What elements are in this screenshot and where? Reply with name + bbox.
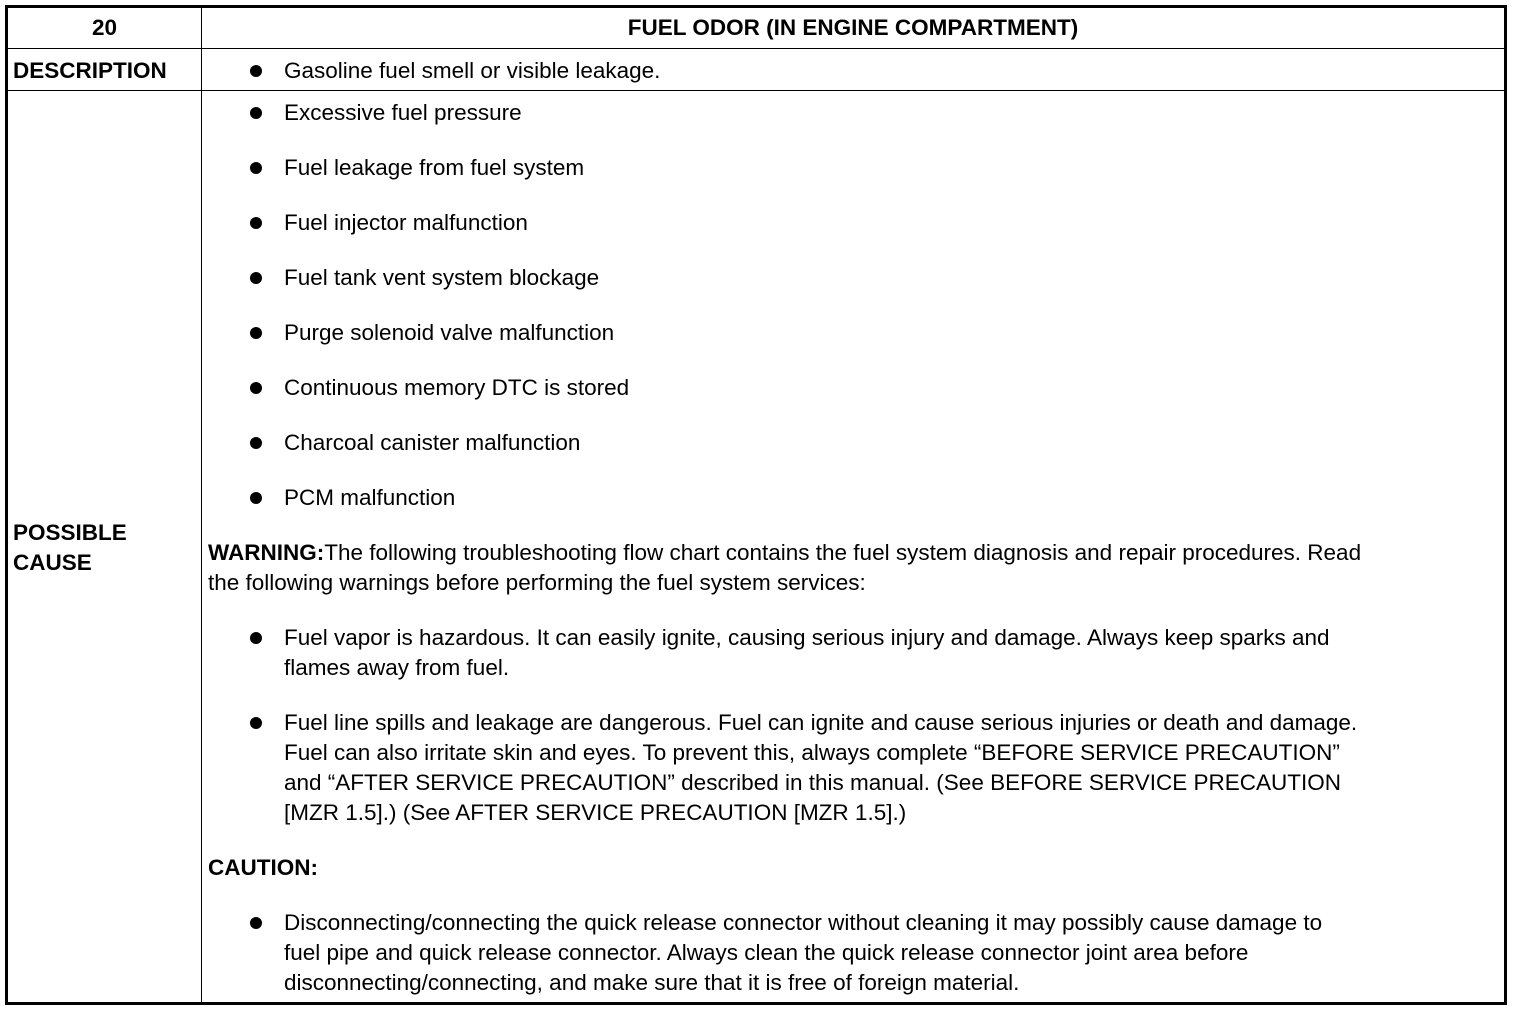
warning-label: WARNING: <box>208 540 325 565</box>
warning-text-line: the following warnings before performing the fuel system services: <box>208 570 866 595</box>
bullet-icon <box>250 65 262 77</box>
possible-cause-label-line1: POSSIBLE <box>13 520 127 545</box>
bullet-icon <box>250 272 262 284</box>
possible-cause-label-line2: CAUSE <box>13 550 92 575</box>
bullet-icon <box>250 437 262 449</box>
bullet-icon <box>250 382 262 394</box>
caution-label: CAUTION: <box>208 855 318 880</box>
column-divider <box>201 8 202 1002</box>
description-label: DESCRIPTION <box>13 58 167 83</box>
warning-text-line: The following troubleshooting flow chart contains the fuel system diagnosis and repair procedures. Read <box>324 540 1362 565</box>
row-divider-description <box>8 90 1504 91</box>
bullet-icon <box>250 492 262 504</box>
bullet-icon <box>250 162 262 174</box>
page-title: FUEL ODOR (IN ENGINE COMPARTMENT) <box>627 15 1079 40</box>
bullet-icon <box>250 327 262 339</box>
procedure-number: 20 <box>91 15 118 40</box>
bullet-icon <box>250 107 262 119</box>
troubleshooting-table: 20 FUEL ODOR (IN ENGINE COMPARTMENT) DESCRIPTION Gasoline fuel smell or visible leakage. POSSIBLE CAUSE Excessive fuel pressure Fuel leakage from fuel system Fuel injector malfunction Fuel tank vent system blockage Purge solenoid valve malfunction Continuous memory DTC is stored Charcoal canister malfunction PCM malfunction WARNING:The following troubleshooting flow chart contains the fuel system diagnosis and repair procedures. Read the following warnings before performing the fuel system services: Fuel vapor is hazardous. It can easily ignite, causing serious injury and damage. Always keep sparks and flames away from fuel. Fuel line spills and leakage are dangerous. Fuel can ignite and cause serious injuries or death and damage. Fuel can also irritate skin and eyes. To prevent this, always complete “BEFORE SERVICE PRECAUTION” and “AFTER SERVICE PRECAUTION” described in this manual. (See BEFORE SERVICE PRECAUTION [MZR 1.5].) (See AFTER SERVICE PRECAUTION [MZR 1.5].) CAUTION: Disconnecting/connecting the quick release connector without cleaning it may possibly cause damage to fuel pipe and quick release connector. Always clean the quick release connector joint area before disconnecting/connecting, and make sure that it is free of foreign material. <box>5 5 1507 1005</box>
bullet-icon <box>250 217 262 229</box>
bullet-icon <box>250 632 262 644</box>
bullet-icon <box>250 917 262 929</box>
warning-paragraph <box>208 538 1361 568</box>
bullet-icon <box>250 717 262 729</box>
row-divider-header <box>8 48 1504 49</box>
